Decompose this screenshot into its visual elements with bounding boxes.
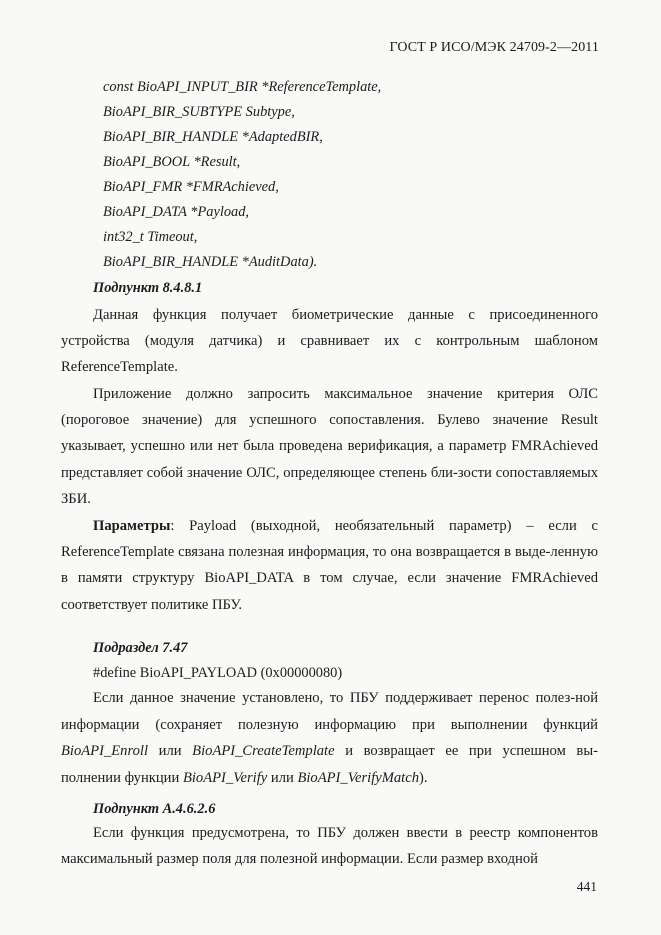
parameters-paragraph <box>61 513 598 618</box>
section-heading: Подраздел 7.47 <box>93 640 188 656</box>
code-line: BioAPI_FMR *FMRAchieved, <box>103 179 279 195</box>
parameters-label: Параметры <box>93 518 171 534</box>
section-heading: Подпункт 8.4.8.1 <box>93 280 203 296</box>
paragraph: Данная функция получает биометрические данные с присоединенного устройства (модуля датчика) и сравнивает их с контрольным шаблоном ReferenceTemplate. <box>61 307 598 376</box>
paragraph: Если данное значение установлено, то ПБУ поддерживает перенос полез-ной информации (сохраняет полезную информацию при выполнении функций BioAPI_Enroll или BioAPI_CreateTemplate и возвращает ее при успешном вы-полнении функции BioAPI_Verify или BioAPI_VerifyMatch). <box>61 690 598 786</box>
paragraph: Приложение должно запросить максимальное значение критерия ОЛС (пороговое значение) для успешного сопоставления. Булево значение Result указывает, успешно или нет была проведена верификация, а параметр FMRAchieved представляет собой значение ОЛС, определяющее степень бли-зости сопоставляемых ЗБИ. <box>61 386 598 507</box>
paragraph: Если функция предусмотрена, то ПБУ должен ввести в реестр компонентов максимальный размер поля для полезной информации. Если размер входной <box>61 825 598 868</box>
section-heading: Подпункт A.4.6.2.6 <box>93 801 216 817</box>
parameters-text: : Payload (выходной, необязательный параметр) – если с ReferenceTemplate связана полезная информация, то она возвращается в выде-ленную в памяти структуру BioAPI_DATA в том случае, если значение FMRAchieved соответствует политике ПБУ. <box>61 518 598 613</box>
code-line: BioAPI_BIR_HANDLE *AuditData). <box>103 254 318 270</box>
page-number: 441 <box>576 879 597 894</box>
function-name: BioAPI_Enroll <box>61 743 149 759</box>
code-line: int32_t Timeout, <box>103 229 198 245</box>
code-line: BioAPI_DATA *Payload, <box>103 204 250 220</box>
function-name: BioAPI_VerifyMatch <box>297 769 420 786</box>
code-line: const BioAPI_INPUT_BIR *ReferenceTemplate, <box>103 79 382 95</box>
page-header: ГОСТ Р ИСО/МЭК 24709-2—2011 <box>389 40 599 55</box>
function-name: BioAPI_Verify <box>182 769 268 786</box>
code-line: BioAPI_BIR_HANDLE *AdaptedBIR, <box>103 129 323 145</box>
code-line: BioAPI_BIR_SUBTYPE Subtype, <box>103 104 295 120</box>
function-name: BioAPI_CreateTemplate <box>192 743 335 759</box>
define-line: #define BioAPI_PAYLOAD (0x00000080) <box>93 665 343 681</box>
code-line: BioAPI_BOOL *Result, <box>103 154 241 170</box>
